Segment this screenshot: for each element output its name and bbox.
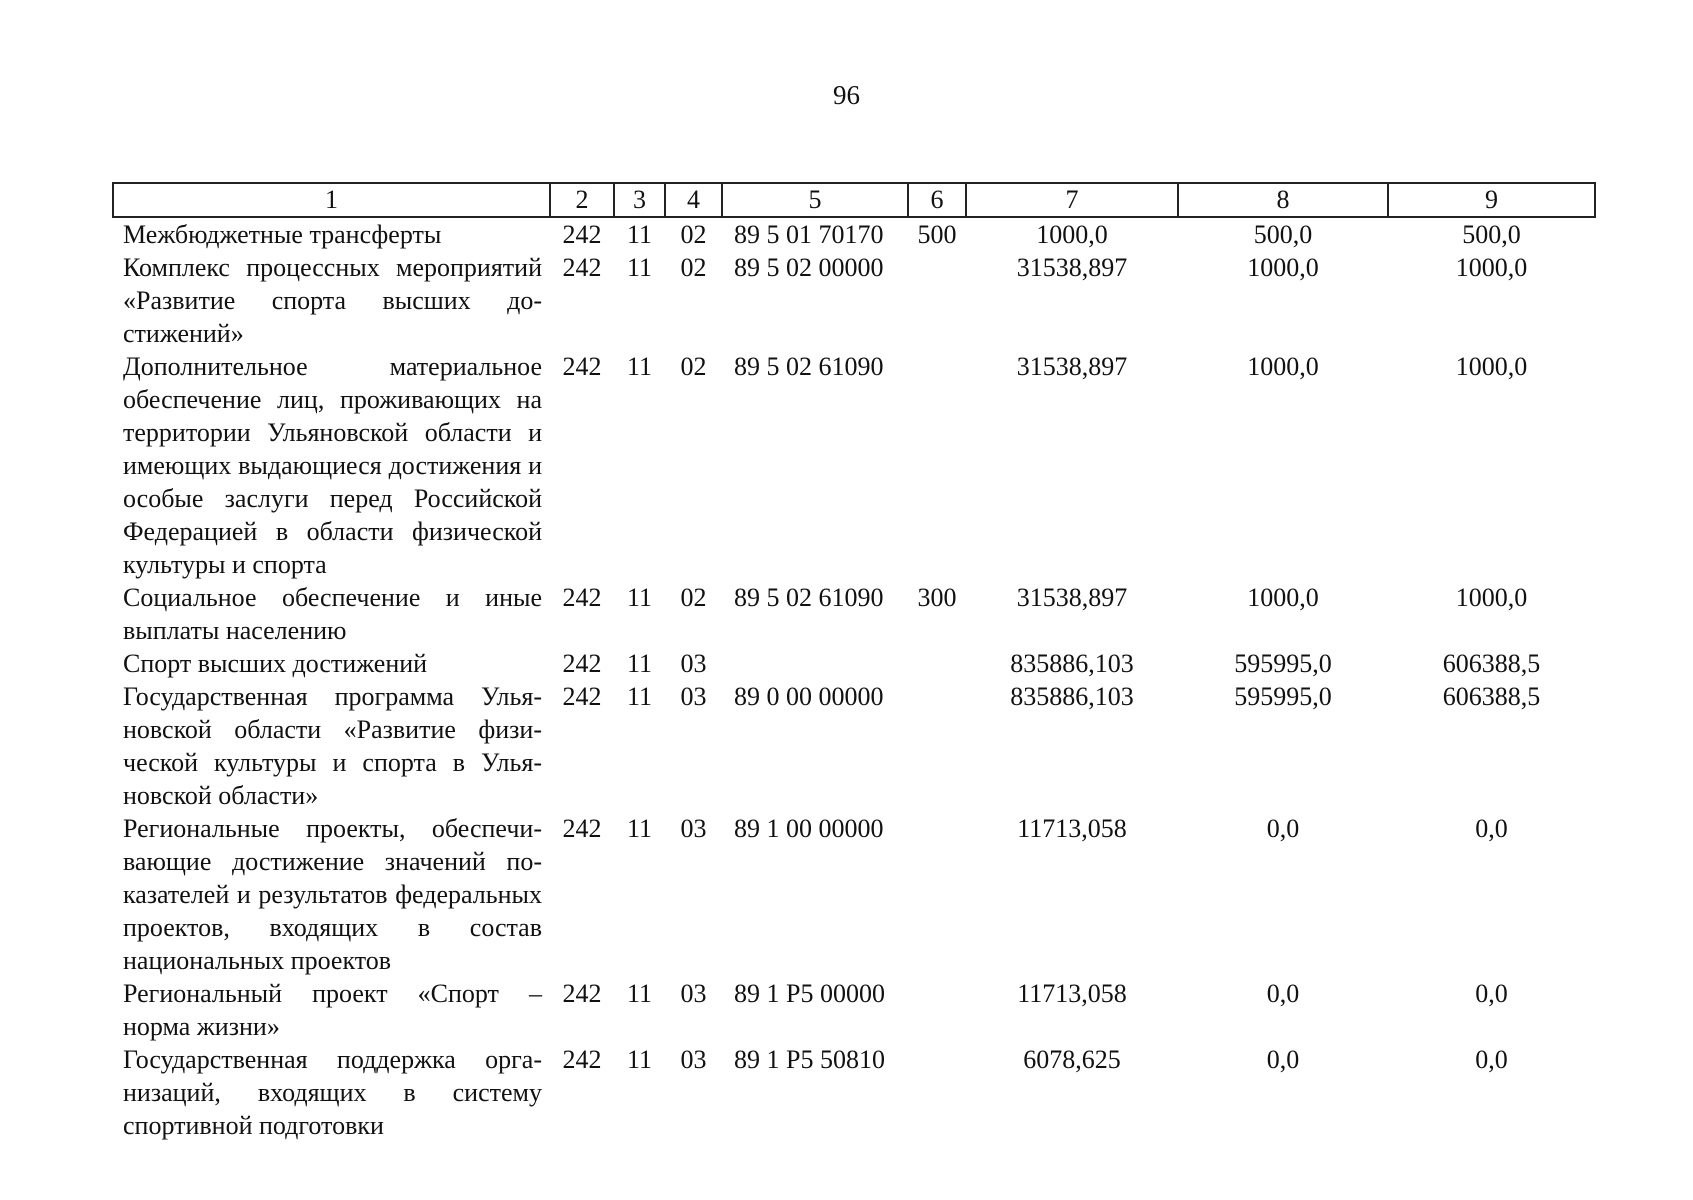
cell-col6: 300	[917, 583, 957, 612]
row-name: Государственная поддержка организаций, входящих в систему спортивной подготовки	[123, 1045, 542, 1140]
row-name: Региональные проекты, обеспечивающие достижение значений показателей и результатов федеральных проектов, входящих в состав национальных проектов	[123, 814, 542, 975]
cell-col5: 89 1 00 00000	[734, 814, 884, 843]
cell-col6	[908, 680, 966, 812]
cell-col7: 835886,103	[1010, 682, 1134, 711]
cell-col2: 242	[562, 583, 602, 612]
cell-col5: 89 1 P5 50810	[734, 1045, 885, 1074]
header-cell: 6	[908, 183, 966, 217]
cell-col4: 02	[680, 583, 707, 612]
header-cell: 9	[1388, 183, 1595, 217]
cell-col8: 0,0	[1266, 979, 1300, 1008]
cell-col4: 03	[680, 979, 707, 1008]
cell-col9: 0,0	[1475, 979, 1508, 1008]
cell-col3: 11	[626, 814, 653, 843]
cell-col9: 1000,0	[1455, 253, 1528, 282]
cell-col6	[908, 647, 966, 680]
cell-col9: 0,0	[1475, 814, 1508, 843]
cell-col6	[908, 350, 966, 581]
cell-col2: 242	[562, 649, 602, 678]
header-cell: 5	[722, 183, 908, 217]
cell-col4: 03	[680, 814, 707, 843]
row-name: Государственная программа Ульяновской области «Развитие физической культуры и спорта в Ульяновской области»	[123, 682, 542, 810]
cell-col3: 11	[626, 682, 653, 711]
cell-col3: 11	[626, 979, 653, 1008]
cell-col2: 242	[562, 1045, 602, 1074]
header-cell: 3	[614, 183, 665, 217]
row-name: Межбюджетные трансферты	[123, 220, 442, 249]
table-row	[113, 812, 1595, 977]
page-number: 96	[833, 80, 860, 110]
cell-col7: 1000,0	[1036, 220, 1108, 249]
table-row	[113, 350, 1595, 581]
cell-col2: 242	[562, 814, 602, 843]
cell-col2: 242	[562, 220, 602, 249]
cell-col3: 11	[626, 583, 653, 612]
cell-col3: 11	[626, 649, 653, 678]
cell-col4: 02	[680, 253, 707, 282]
header-cell: 8	[1178, 183, 1388, 217]
table-row	[113, 581, 1595, 647]
cell-col8: 595995,0	[1234, 649, 1332, 678]
cell-col4: 03	[680, 649, 707, 678]
cell-col8: 1000,0	[1247, 583, 1319, 612]
cell-col3: 11	[626, 352, 653, 381]
cell-col9: 1000,0	[1455, 352, 1528, 381]
cell-col8: 595995,0	[1234, 682, 1332, 711]
cell-col6	[908, 977, 966, 1043]
cell-col7: 11713,058	[1017, 814, 1127, 843]
cell-col2: 242	[562, 253, 602, 282]
row-name: Региональный проект «Спорт – норма жизни»	[123, 979, 542, 1041]
table-row	[113, 680, 1595, 812]
header-cell: 1	[113, 183, 550, 217]
cell-col3: 11	[626, 1045, 653, 1074]
cell-col6	[908, 251, 966, 350]
cell-col2: 242	[562, 979, 602, 1008]
cell-col8: 1000,0	[1247, 352, 1319, 381]
cell-col5: 89 5 01 70170	[734, 220, 884, 249]
cell-col9: 1000,0	[1455, 583, 1528, 612]
cell-col9: 500,0	[1462, 220, 1521, 249]
row-name: Дополнительное материальное обеспечение лиц, проживающих на территории Ульяновской области и имеющих выдающиеся достижения и особые заслуги перед Российской Федерацией в области физической культуры и спорта	[123, 352, 542, 579]
cell-col6: 500	[917, 220, 957, 249]
header-cell: 2	[550, 183, 614, 217]
header-cell: 7	[966, 183, 1178, 217]
budget-table	[112, 182, 1596, 1142]
cell-col2: 242	[562, 682, 602, 711]
cell-col3: 11	[626, 220, 653, 249]
cell-col5	[722, 647, 908, 680]
row-name: Комплекс процессных мероприятий «Развитие спорта высших достижений»	[123, 253, 542, 348]
table-row	[113, 251, 1595, 350]
row-name: Социальное обеспечение и иные выплаты населению	[123, 583, 542, 645]
cell-col7: 6078,625	[1023, 1045, 1121, 1074]
cell-col8: 0,0	[1266, 1045, 1300, 1074]
cell-col2: 242	[562, 352, 602, 381]
row-name: Спорт высших достижений	[123, 649, 428, 678]
cell-col7: 31538,897	[1016, 583, 1128, 612]
cell-col4: 02	[680, 220, 707, 249]
cell-col9: 606388,5	[1442, 682, 1541, 711]
cell-col5: 89 0 00 00000	[734, 682, 884, 711]
cell-col8: 1000,0	[1247, 253, 1319, 282]
table-row	[113, 1043, 1595, 1142]
table-row	[113, 647, 1595, 680]
cell-col5: 89 5 02 00000	[734, 253, 884, 282]
cell-col5: 89 1 P5 00000	[734, 979, 885, 1008]
cell-col7: 11713,058	[1017, 979, 1127, 1008]
cell-col6	[908, 812, 966, 977]
cell-col5: 89 5 02 61090	[734, 583, 884, 612]
header-row	[113, 183, 1595, 217]
cell-col7: 31538,897	[1016, 352, 1128, 381]
cell-col5: 89 5 02 61090	[734, 352, 884, 381]
table-row	[113, 977, 1595, 1043]
cell-col4: 03	[680, 682, 707, 711]
table-row	[113, 217, 1595, 251]
cell-col8: 500,0	[1253, 220, 1313, 249]
cell-col8: 0,0	[1266, 814, 1300, 843]
cell-col9: 0,0	[1475, 1045, 1508, 1074]
cell-col6	[908, 1043, 966, 1142]
cell-col9: 606388,5	[1442, 649, 1541, 678]
header-cell: 4	[665, 183, 722, 217]
cell-col3: 11	[626, 253, 653, 282]
cell-col7: 835886,103	[1010, 649, 1134, 678]
cell-col7: 31538,897	[1016, 253, 1128, 282]
cell-col4: 02	[680, 352, 707, 381]
cell-col4: 03	[680, 1045, 707, 1074]
